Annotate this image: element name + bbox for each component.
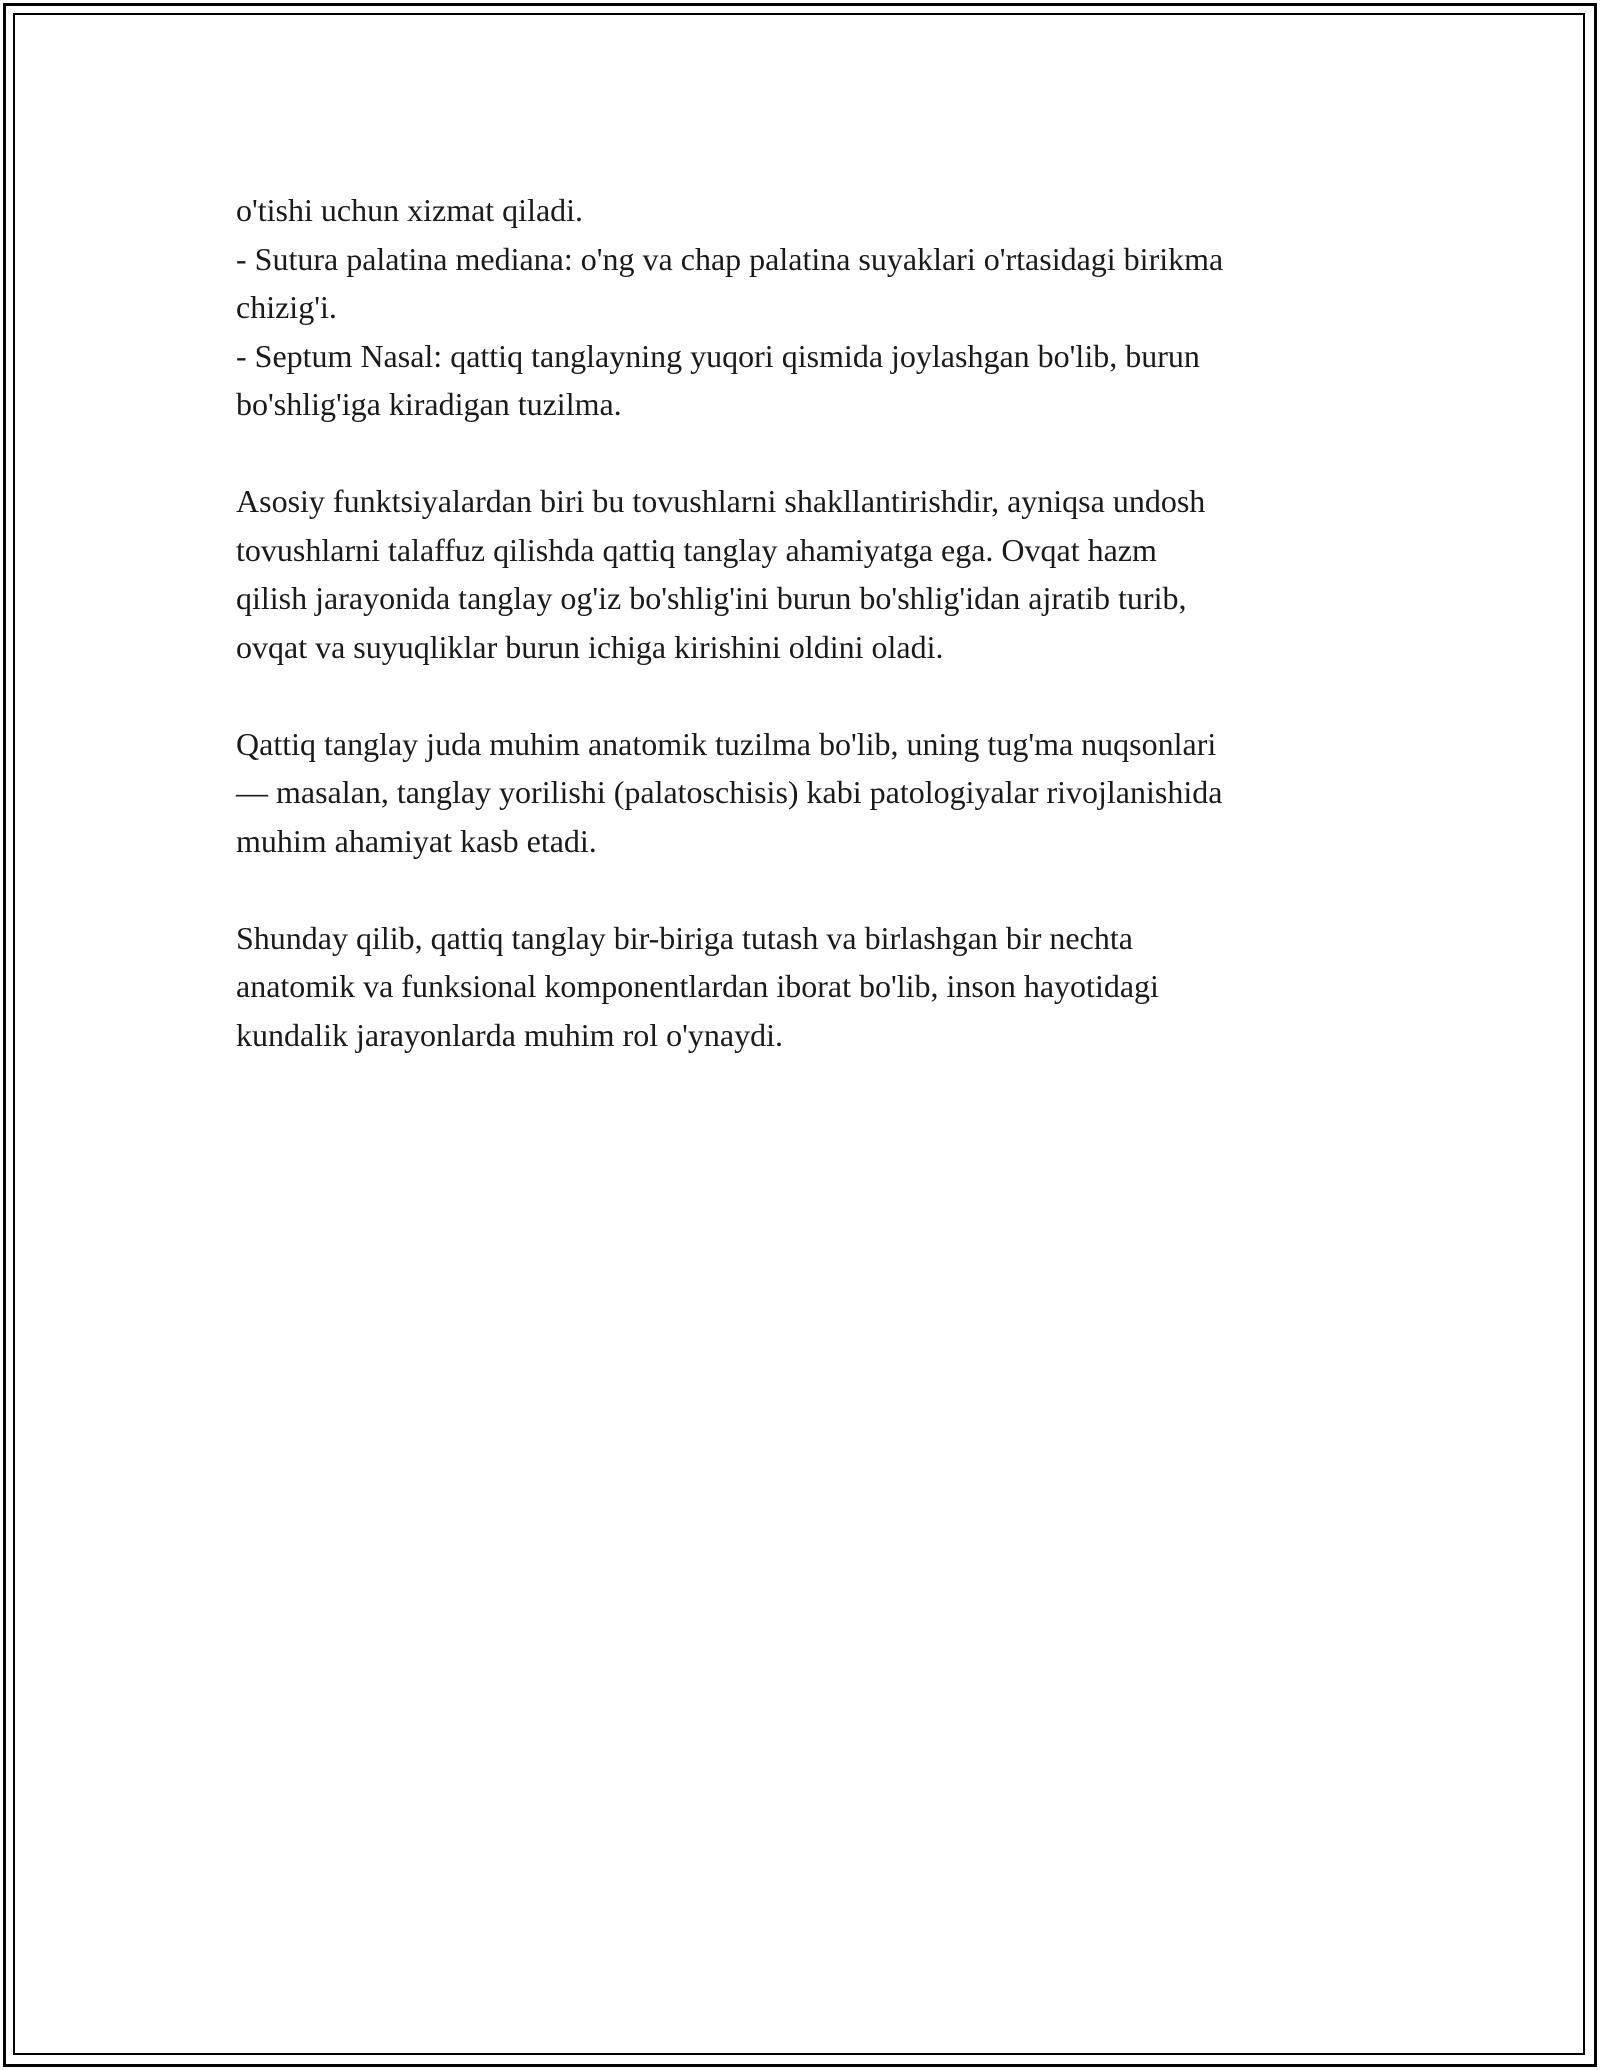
paragraph-functions [236, 477, 1376, 671]
paragraph-spacer [236, 865, 1376, 914]
paragraph-defects [236, 720, 1376, 866]
text-line: kundalik jarayonlarda muhim rol o'ynaydi. [236, 1016, 783, 1053]
text-line: Qattiq tanglay juda muhim anatomik tuzilma bo'lib, uning tug'ma nuqsonlari [236, 725, 1217, 762]
text-line: — masalan, tanglay yorilishi (palatoschisis) kabi patologiyalar rivojlanishida [236, 774, 1223, 810]
text-line: bo'shlig'iga kiradigan tuzilma. [236, 386, 622, 422]
text-line: ovqat va suyuqliklar burun ichiga kirishini oldini oladi. [236, 628, 944, 665]
paragraph-conclusion [236, 914, 1376, 1060]
text-line: Shunday qilib, qattiq tanglay bir-biriga tutash va birlashgan bir nechta [236, 919, 1133, 956]
text-line: Asosiy funktsiyalardan biri bu tovushlarni shakllantirishdir, ayniqsa undosh [236, 483, 1206, 519]
text-line: chizig'i. [236, 289, 337, 325]
text-line: muhim ahamiyat kasb etadi. [236, 822, 597, 859]
text-line: tovushlarni talaffuz qilishda qattiq tanglay ahamiyatga ega. Ovqat hazm [236, 531, 1157, 568]
text-line: anatomik va funksional komponentlardan iborat bo'lib, inson hayotidagi [236, 968, 1159, 1004]
paragraph-spacer [236, 429, 1376, 478]
list-item-septum-nasal: - Septum Nasal: qattiq tanglayning yuqori qismida joylashgan bo'lib, burun [236, 337, 1200, 374]
list-item-sutura-palatina: - Sutura palatina mediana: o'ng va chap palatina suyaklari o'rtasidagi birikma [236, 240, 1224, 277]
text-block-list [236, 186, 1376, 429]
paragraph-spacer [236, 671, 1376, 720]
text-line: o'tishi uchun xizmat qiladi. [236, 192, 584, 228]
document-body [236, 186, 1376, 1059]
text-line: qilish jarayonida tanglay og'iz bo'shlig'ini burun bo'shlig'idan ajratib turib, [236, 580, 1187, 616]
